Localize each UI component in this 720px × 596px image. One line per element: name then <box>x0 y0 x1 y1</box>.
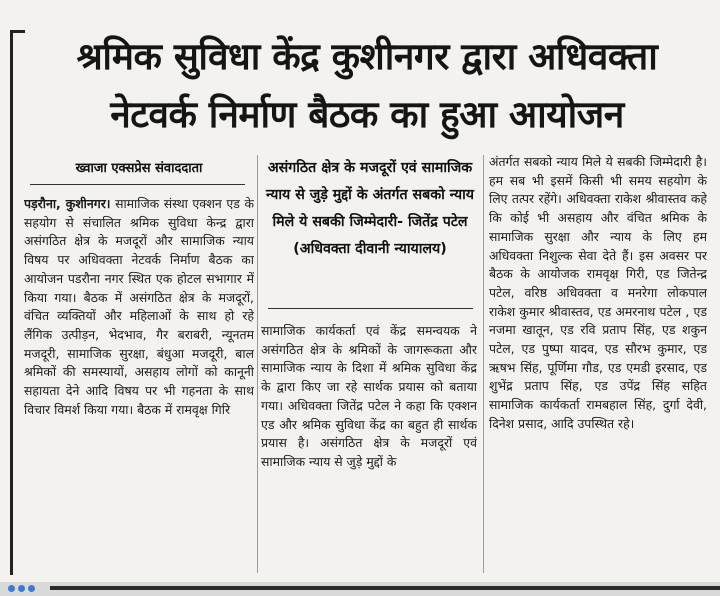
column-separator <box>483 155 484 573</box>
headline-line-2: नेटवर्क निर्माण बैठक का हुआ आयोजन <box>110 93 624 136</box>
pull-quote: असंगठित क्षेत्र के मजदूरों एवं सामाजिक न्याय से जुड़े मुद्दों के अंतर्गत सबको न्याय मिले ये सबकी जिम्मेदारी- जितेंद्र पटेल (अधिवक्ता दीवानी न्यायालय) <box>265 160 475 257</box>
column-2-text: सामाजिक कार्यकर्ता एवं केंद्र समन्वयक ने असंगठित क्षेत्र के श्रमिकों के जागरूकता और सामाजिक न्याय के दिशा में श्रमिक सुविधा केंद्र के द्वारा किए जा रहे सार्थक प्रयास को बताया गया। अधिवक्ता जितेंद्र पटेल ने कहा कि एक्शन एड और श्रमिक सुविधा केंद्र का बहुत ही सार्थक प्रयास है। असंगठित क्षेत्र के मजदूरों एवं सामाजिक न्याय से जुड़े मुद्दों के <box>261 323 477 469</box>
bottom-scroll-bar <box>50 586 720 590</box>
left-border-rule <box>10 30 13 575</box>
pull-quote-divider <box>268 308 473 309</box>
byline: ख्वाजा एक्सप्रेस संवाददाता <box>75 161 203 176</box>
article-column-3 <box>489 153 707 573</box>
headline-line-1: श्रमिक सुविधा केंद्र कुशीनगर द्वारा अधिवक्ता <box>76 35 658 78</box>
article-column-1 <box>24 195 254 575</box>
column-1-text: सामाजिक संस्था एक्शन एड के सहयोग से संचालित श्रमिक सुविधा केन्द्र द्वारा असंगठित क्षेत्र के मजदूरों और सामाजिक न्याय विषय पर अधिवक्ता नेटवर्क निर्माण बैठक का आयोजन पडरौना नगर स्थित एक होटल सभागार में किया गया। बैठक में असंगठित क्षेत्र के मजदूरों, वंचित व्यक्तियों और महिलाओं के साथ हो रहे लैंगिक उत्पीड़न, भेदभाव, गैर बराबरी, न्यूनतम मजदूरी, सामाजिक सुरक्षा, बंधुआ मजदूरी, बाल श्रमिकों की समस्यायों, असहाय लोगों को कानूनी सहायता देने आदि विषय पर भी गहनता के साथ विचार विमर्श किया गया। बैठक में रामवृक्ष गिरि <box>24 196 254 417</box>
headline <box>22 28 712 144</box>
dot-icon <box>8 585 15 592</box>
column-separator <box>257 155 258 573</box>
byline-divider <box>30 184 245 185</box>
dot-icon <box>18 585 25 592</box>
dot-icon <box>28 585 35 592</box>
dateline: पड़रौना, कुशीनगर। <box>24 196 111 211</box>
column-3-text: अंतर्गत सबको न्याय मिले ये सबकी जिम्मेदारी है। हम सब भी इसमें किसी भी समय सहयोग के लिए तत्पर रहेंगे। अधिवक्ता राकेश श्रीवास्तव कहे कि कोई भी असहाय और वंचित श्रमिक के सामाजिक सुरक्षा और न्याय के लिए हम अधिवक्ता निशुल्क सेवा देते हैं। इस अवसर पर बैठक के आयोजक रामवृक्ष गिरी, एड जितेन्द्र पटेल, वरिष्ठ अधिवक्ता व मनरेगा लोकपाल राकेश कुमार श्रीवास्तव, एड अमरनाथ पटेल , एड नजमा खातून, एड रवि प्रताप सिंह, एड शकुन पटेल, एड पुष्पा यादव, एड सौरभ कुमार, एड ऋषभ सिंह, पूर्णिमा गौड, एड एमडी इरसाद, एड शुभेंद्र प्रताप सिंह, एड उपेंद्र सिंह सहित सामाजिक कार्यकर्ता रामबहाल सिंह, दुर्गा देवी, दिनेश प्रसाद, आदि उपस्थित रहे। <box>489 154 707 431</box>
article-column-2 <box>261 322 477 574</box>
